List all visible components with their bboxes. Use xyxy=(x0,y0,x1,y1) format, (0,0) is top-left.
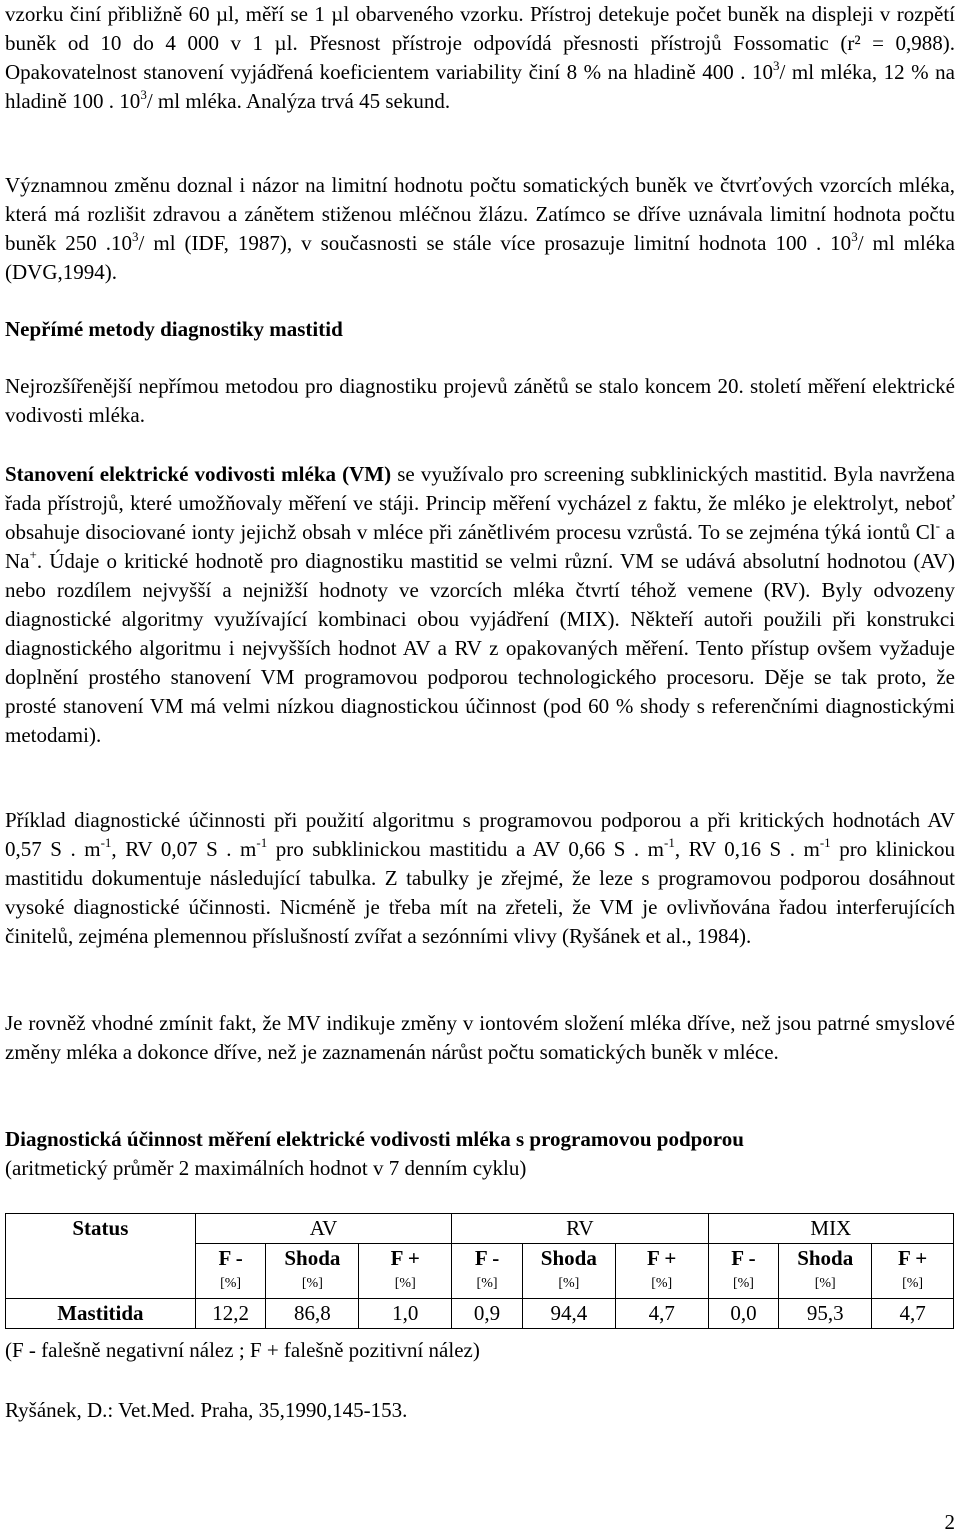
subheader-cell: F - xyxy=(195,1244,266,1274)
unit-cell: [%] xyxy=(779,1273,872,1299)
paragraph-limit-value: Významnou změnu doznal i názor na limitní hodnotu počtu somatických buněk ve čtvrťových vzorcích mléka, která má rozlišit zdravou a zánětem stiženou mléčnou žlázu. Zatímco se dříve uznávala limitní hodnota počtu buněk 250 $.10^3/$ ml (IDF, 1987), v současnosti se stále více prosazuje limitní hodnota 100 . $10^3/$ ml mléka (DVG,1994). xyxy=(5,173,955,284)
subheader-cell: F + xyxy=(872,1244,954,1274)
group-header-av: AV xyxy=(195,1214,451,1244)
subheader-cell: F + xyxy=(615,1244,708,1274)
efficiency-table xyxy=(5,1213,954,1329)
subheader-cell: Shoda xyxy=(266,1244,359,1274)
table-cell: 86,8 xyxy=(266,1299,359,1329)
unit-cell: [%] xyxy=(452,1273,523,1299)
table-subtitle: (aritmetický průměr 2 maximálních hodnot v 7 denním cyklu) xyxy=(5,1156,527,1180)
unit-cell: [%] xyxy=(195,1273,266,1299)
unit-cell: [%] xyxy=(872,1273,954,1299)
row-label: Mastitida xyxy=(6,1299,196,1329)
reference: Ryšánek, D.: Vet.Med. Praha, 35,1990,145-153. xyxy=(5,1398,408,1422)
table-cell: 0,0 xyxy=(708,1299,779,1329)
section-heading: Nepřímé metody diagnostiky mastitid xyxy=(5,317,343,341)
table-header-row xyxy=(6,1214,954,1244)
paragraph-instrument: vzorku činí přibližně 60 µl, měří se 1 µl obarveného vzorku. Přístroj detekuje počet buněk na displeji v rozpětí buněk od 10 do 4 000 v 1 µl. Přesnost přístroje odpovídá přesnosti přístrojů Fossomatic (r² = 0,988). Opakovatelnost stanovení vyjádřená koeficientem variability činí 8 % na hladině 400 . $10^3/$ ml mléka, 12 % na hladině 100 . $10^3/$ ml mléka. Analýza trvá 45 sekund. xyxy=(5,2,955,113)
table-legend: (F - falešně negativní nález ; F + falešně pozitivní nález) xyxy=(5,1338,480,1362)
page-number: 2 xyxy=(944,1510,955,1534)
table-cell: 4,7 xyxy=(615,1299,708,1329)
subheader-cell: Shoda xyxy=(779,1244,872,1274)
table-cell: 12,2 xyxy=(195,1299,266,1329)
status-header: Status xyxy=(6,1214,196,1299)
unit-cell: [%] xyxy=(708,1273,779,1299)
unit-cell: [%] xyxy=(359,1273,452,1299)
table-cell: 1,0 xyxy=(359,1299,452,1329)
table-cell: 94,4 xyxy=(522,1299,615,1329)
subheader-cell: F - xyxy=(708,1244,779,1274)
table-cell: 4,7 xyxy=(872,1299,954,1329)
subheader-cell: Shoda xyxy=(522,1244,615,1274)
paragraph-ion-changes: Je rovněž vhodné zmínit fakt, že MV indikuje změny v iontovém složení mléka dříve, než jsou patrné smyslové změny mléka a dokonce dříve, než je zaznamenán nárůst počtu somatických buněk v mléce. xyxy=(5,1011,955,1064)
subheader-cell: F + xyxy=(359,1244,452,1274)
group-header-rv: RV xyxy=(452,1214,708,1244)
unit-cell: [%] xyxy=(615,1273,708,1299)
table-title: Diagnostická účinnost měření elektrické vodivosti mléka s programovou podporou xyxy=(5,1127,744,1151)
table-cell: 95,3 xyxy=(779,1299,872,1329)
paragraph-indirect-methods: Nejrozšířenější nepřímou metodou pro diagnostiku projevů zánětů se stalo koncem 20. století měření elektrické vodivosti mléka. xyxy=(5,374,955,427)
unit-cell: [%] xyxy=(522,1273,615,1299)
paragraph-example: Příklad diagnostické účinnosti při použití algoritmu s programovou podporou a při kritických hodnotách AV 0,57 S . $m^{-1}$, RV 0,07 S . $m^{-1}$ pro subklinickou mastitidu a AV 0,66 S . $m^{-1}$, RV 0,16 S . $m^{-1}$ pro klinickou mastitidu dokumentuje následující tabulka. Z tabulky je zřejmé, že leze s programovou podporou dosáhnout vysoké diagnostické účinnosti. Nicméně je třeba mít na zřeteli, že VM je ovlivňována řadou interferujících činitelů, zejména plemennou příslušností zvířat a sezónními vlivy (Ryšánek et al., 1984). xyxy=(5,808,956,948)
unit-cell: [%] xyxy=(266,1273,359,1299)
subheader-cell: F - xyxy=(452,1244,523,1274)
paragraph-conductivity: Stanovení elektrické vodivosti mléka (VM) se využívalo pro screening subklinických mastitid. Byla navržena řada přístrojů, které umožňovaly měření ve stáji. Princip měření vycházel z faktu, že mléko je elektrolyt, neboť obsahuje disociované ionty jejichž obsah v mléce při zánětlivém procesu vzrůstá. To se zejména týká iontů Cl- a Na+. Údaje o kritické hodnotě pro diagnostiku mastitid se velmi různí. VM se udává absolutní hodnotou (AV) nebo rozdílem nejvyšší a nejnižší hodnoty ve vzorcích mléka čtvrtí téhož vemene (RV). Byly odvozeny diagnostické algoritmy využívající kombinaci obou vyjádření (MIX). Někteří autoři použili při konstrukci diagnostického algoritmu i nejvyšších hodnot AV a RV z opakovaných měření. Tento přístup ovšem vyžaduje doplnění prostého stanovení VM programovou podporou technologického procesoru. Děje se tak proto, že prosté stanovení VM má velmi nízkou diagnostickou účinnost (pod 60 % shody s referenčními diagnostickými metodami). xyxy=(5,462,956,747)
group-header-mix: MIX xyxy=(708,1214,953,1244)
table-row xyxy=(6,1299,954,1329)
table-cell: 0,9 xyxy=(452,1299,523,1329)
